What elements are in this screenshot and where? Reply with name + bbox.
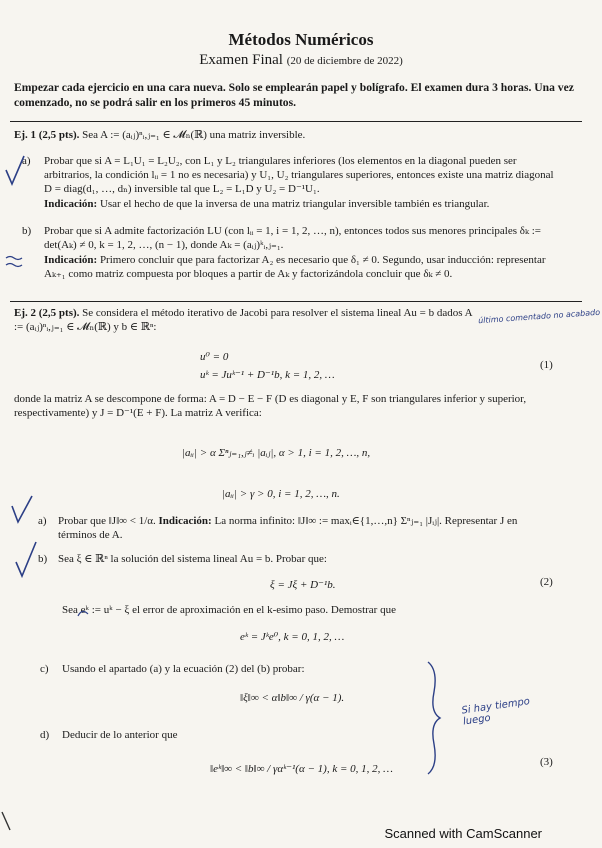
condition-2: |aᵢᵢ| > γ > 0, i = 1, 2, …, n. — [222, 488, 340, 500]
eq1-line2: uᵏ = Juᵏ⁻¹ + D⁻¹b, k = 1, 2, … — [200, 369, 335, 381]
ej2-b-label: b) — [38, 553, 48, 565]
ej1-heading: Ej. 1 (2,5 pts). — [14, 129, 80, 141]
checkmark-icon — [12, 496, 32, 522]
ej2-d-text: Deducir de lo anterior que — [62, 729, 178, 741]
eq-error: eᵏ = Jᵏe⁰, k = 0, 1, 2, … — [240, 631, 345, 643]
eq1-number: (1) — [540, 359, 553, 371]
page-title: Métodos Numéricos — [228, 30, 374, 49]
ej1-b-hint: Indicación: Primero concluir que para factorizar A₂ es necesario que δ₁ ≠ 0. Segundo, usar inducción: representar Aₖ₊₁ como matriz compuesta por bloques a partir de Aₖ y factorizándola concluir que δₖ ≠ 0. — [44, 254, 546, 280]
ej2-d-label: d) — [40, 729, 50, 741]
ej1-a-hint: Indicación: Usar el hecho de que la inversa de una matriz triangular inversible también es triangular. — [44, 198, 490, 210]
ej2-b-text2: Sea eᵏ := uᵏ − ξ el error de aproximación en el k-esimo paso. Demostrar que — [62, 604, 396, 616]
eq2: ξ = Jξ + D⁻¹b. — [270, 579, 336, 591]
scanner-watermark: Scanned with CamScanner — [384, 826, 542, 841]
exam-name: Examen Final — [199, 52, 283, 68]
ej1-a-label: a) — [22, 155, 31, 167]
eq2-number: (2) — [540, 576, 553, 588]
handwritten-note-2: Si hay tiempo luego — [460, 696, 531, 728]
ej2-c-text: Usando el apartado (a) y la ecuación (2) del (b) probar: — [62, 663, 305, 675]
approx-mark-icon — [6, 257, 22, 267]
ej1-a-text: Probar que si A = L₁U₁ = L₂U₂, con L₁ y L₂ triangulares inferiores (los elementos en la diagonal pueden ser arbitrarios, la condición lᵢᵢ = 1 no es necesaria) y U₁, U₂ triangulares superiores, entonces existe una matriz diagonal D = diag(d₁, …, dₙ) inversible tal que L₂ = L₁D y U₂ = D⁻¹U₁. — [44, 155, 554, 195]
eq3-number: (3) — [540, 756, 553, 768]
condition-1: |aᵢᵢ| > α Σⁿⱼ₌₁,ⱼ≠ᵢ |aᵢⱼ|, α > 1, i = 1, 2, …, n, — [182, 447, 371, 459]
checkmark-icon — [6, 156, 24, 184]
correction-mark-icon — [78, 611, 88, 616]
ej2-a-label: a) — [38, 515, 47, 527]
checkmark-icon — [16, 542, 36, 576]
margin-mark-icon — [2, 812, 10, 830]
ej1-b-text: Probar que si A admite factorización LU (con lᵢᵢ = 1, i = 1, 2, …, n), entonces todos sus menores principales δₖ := det(Aₖ) ≠ 0, k = 1, 2, …, (n − 1), donde Aₖ = (aᵢⱼ)ᵏᵢ,ⱼ₌₁. — [44, 225, 541, 251]
ej2-a-text: Probar que ‖J‖∞ < 1/α. Indicación: La norma infinito: ‖J‖∞ := maxᵢ∈{1,…,n} Σⁿⱼ₌₁ |Jᵢⱼ|. Representar J en términos de A. — [58, 515, 518, 541]
eq-c: ‖ξ‖∞ < α‖b‖∞ / γ(α − 1). — [240, 692, 345, 704]
eq-d: ‖eᵏ‖∞ < ‖b‖∞ / γαᵏ⁻¹(α − 1), k = 0, 1, 2, … — [210, 763, 393, 775]
ej2-b-text: Sea ξ ∈ ℝⁿ la solución del sistema lineal Au = b. Probar que: — [58, 553, 327, 565]
exam-date: (20 de diciembre de 2022) — [286, 55, 403, 67]
ej1-b-label: b) — [22, 225, 32, 237]
ej1-statement: Sea A := (aᵢⱼ)ⁿᵢ,ⱼ₌₁ ∈ 𝓜ₙ(ℝ) una matriz inversible. — [82, 129, 306, 141]
handwritten-note-1: último comentado no acabado — [477, 307, 601, 326]
brace-icon — [428, 662, 440, 774]
ej2-heading: Ej. 2 (2,5 pts). — [14, 307, 80, 319]
ej2-c-label: c) — [40, 663, 49, 675]
ej2-decomposition: donde la matriz A se descompone de forma: A = D − E − F (D es diagonal y E, F son triangulares inferior y superior, respectivamente) y J = D⁻¹(E + F). La matriz A verifica: — [14, 393, 527, 419]
ej2-statement: Se considera el método iterativo de Jacobi para resolver el sistema lineal Au = b dados A := (aᵢⱼ)ⁿᵢ,ⱼ₌₁ ∈ 𝓜ₙ(ℝ) y b ∈ ℝⁿ: — [14, 307, 473, 333]
eq1-line1: u⁰ = 0 — [200, 351, 229, 363]
instructions: Empezar cada ejercicio en una cara nueva. Solo se emplearán papel y bolígrafo. El examen dura 3 horas. Una vez comenzado, no se podrá salir en los primeros 45 minutos. — [14, 81, 574, 109]
